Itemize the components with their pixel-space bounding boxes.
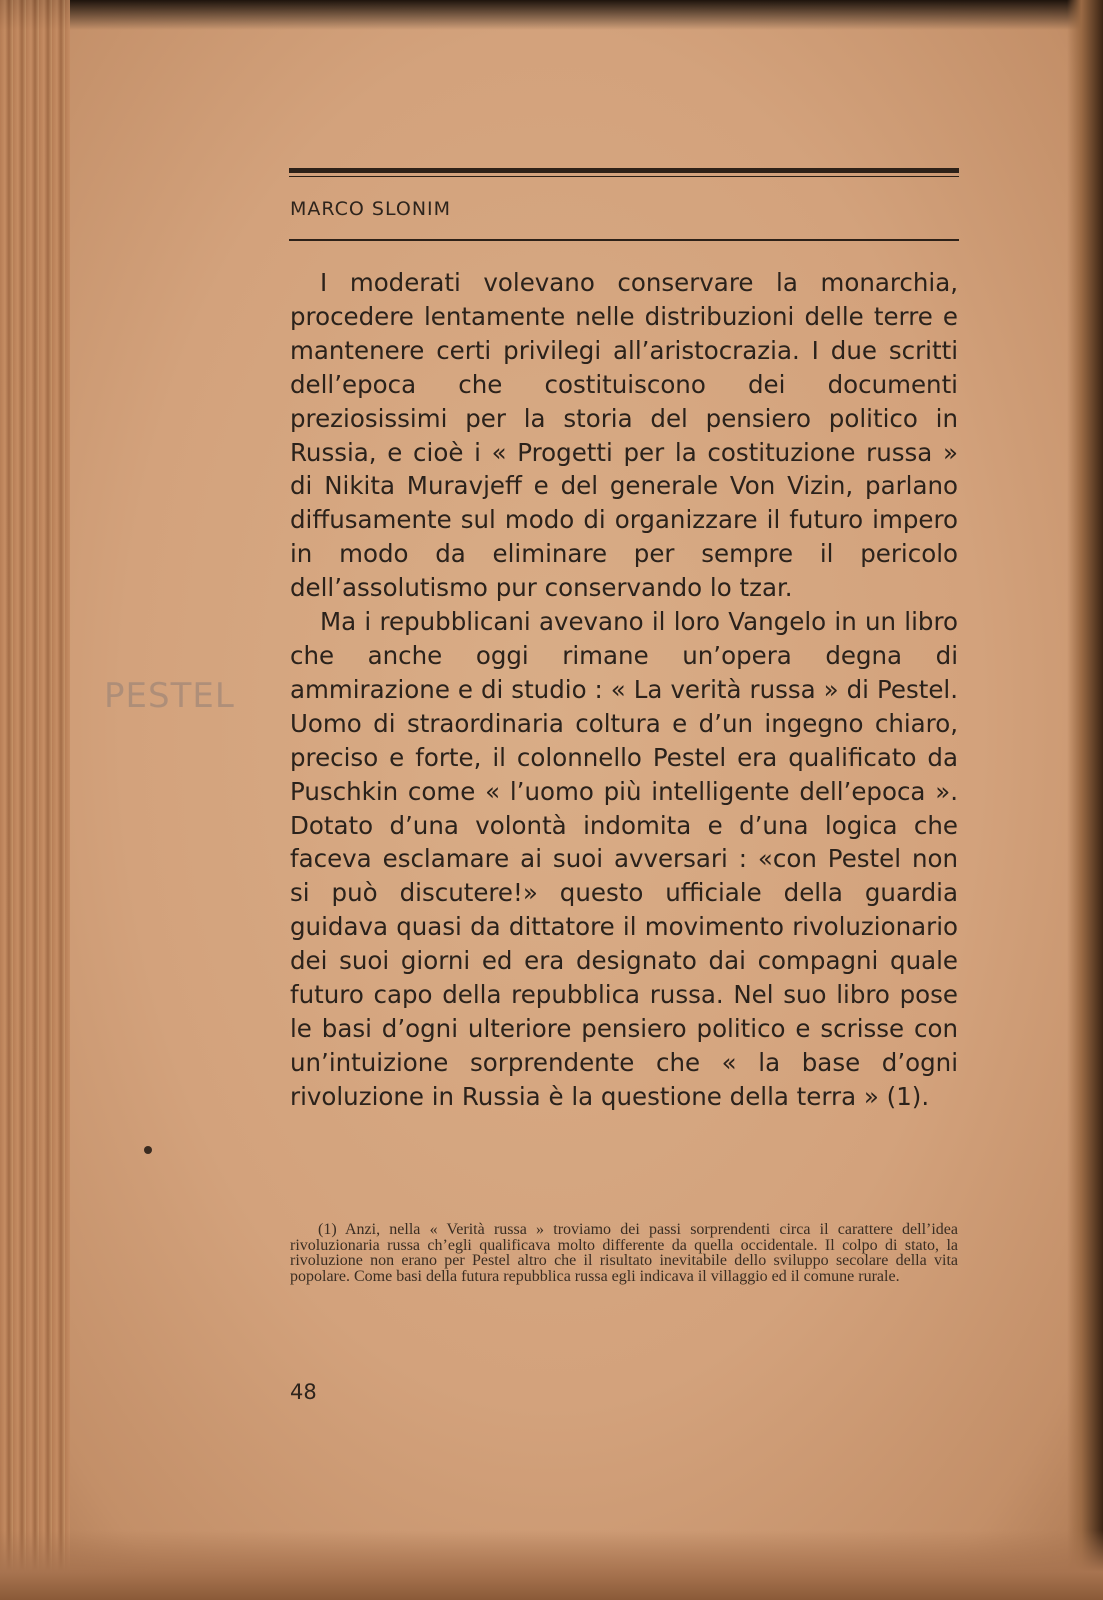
running-head: MARCO SLONIM (290, 198, 452, 220)
handwritten-margin-note: PESTEL (104, 676, 235, 716)
page-bottom-edge (0, 1530, 1103, 1600)
paragraph: I moderati volevano conservare la monarchia, procedere lentamente nelle distribuzioni delle terre e mantenere certi privilegi all’aristocrazia. I due scritti dell’epoca che costituiscono dei documenti preziosissimi per la storia del pensiero politico in Russia, e cioè i « Progetti per la costituzione russa » di Nikita Muravjeff e del generale Von Vizin, parlano diffusamente sul modo di organizzare il futuro impero in modo da eliminare per sempre il pericolo dell’assolutismo pur conservando lo tzar. (290, 268, 958, 603)
footnote: (1) Anzi, nella « Verità russa » troviamo dei passi sorprendenti circa il carattere dell’idea rivoluzionaria russa ch’egli qualificava molto differente da quella occidentale. Il colpo di stato, la rivoluzione non erano per Pestel altro che il risultato inevitabile dello sviluppo secolare della vita popolare. Come basi della futura repubblica russa egli indicava il villaggio ed il comune rurale. (290, 1221, 958, 1285)
margin-dot (144, 1146, 152, 1154)
header-underline (289, 239, 959, 241)
page-number: 48 (290, 1380, 317, 1404)
header-rule-thin (289, 176, 959, 177)
paragraph: Ma i repubblicani avevano il loro Vangelo in un libro che anche oggi rimane un’opera degna di ammirazione e di studio : « La verità russa » di Pestel. Uomo di straordinaria coltura e d’un ingegno chiaro, preciso e forte, il colonnello Pestel era qualificato da Puschkin come « l’uomo più intelligente dell’epoca ». Dotato d’una volontà indomita e d’una logica che faceva esclamare ai suoi avversari : «con Pestel non si può discutere!» questo ufficiale della guardia guidava quasi da dittatore il movimento rivoluzionario dei suoi giorni ed era designato dai compagni quale futuro capo della repubblica russa. Nel suo libro pose le basi d’ogni ulteriore pensiero politico e scrisse con un’intuizione sorprendente che « la base d’ogni rivoluzione in Russia è la questione della terra » (1). (290, 607, 958, 1111)
header-rule-thick (289, 168, 959, 173)
body-text (290, 266, 958, 1114)
top-shadow (0, 0, 1103, 30)
page-right-edge (1067, 0, 1103, 1600)
page-stack-left-edge (0, 0, 70, 1600)
